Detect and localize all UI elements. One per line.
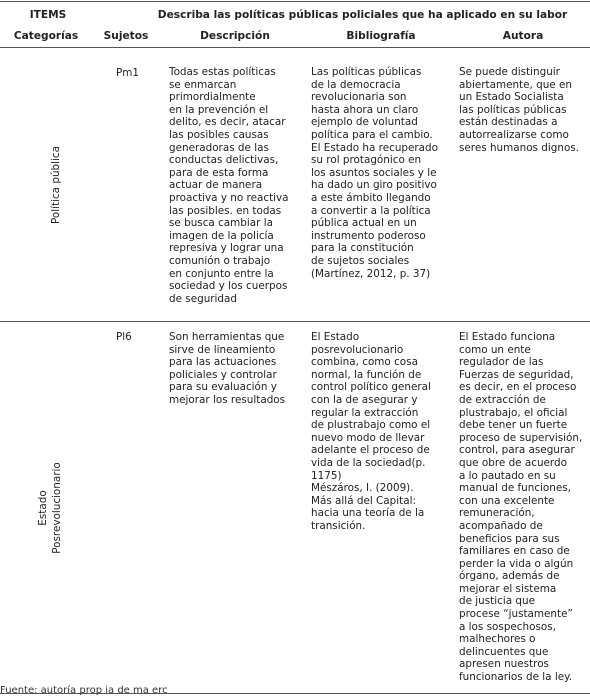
bibliografia-cell: Las políticas públicas de la democracia revolucionaria son hasta ahora un claro ejemplo de voluntad política para el cambio. El Estado ha recuperado su rol protagónico en los asuntos sociales y le ha dado un giro positivo a este ámbito llegando a convertir a la política pública actual en un instrumento poderoso para la constitución de sujetos sociales (Martínez, 2012, p. 37) bbox=[311, 66, 439, 280]
bibliografia-cell: El Estado posrevolucionario combina, como cosa normal, la función de control político general con la de asegurar y regular la extracción de plustrabajo como el nuevo modo de llevar adelante el proceso de vida de la sociedad(p. 1175) Mészáros, I. (2009). Más allá del Capital: hacia una teoría de la transición. bbox=[311, 331, 431, 532]
subject-code: Pl6 bbox=[116, 331, 132, 343]
autora-cell: El Estado funciona como un ente regulador de las Fuerzas de seguridad, es decir, en el proceso de extracción de plustrabajo, el oficial debe tener un fuerte proceso de supervisión, control, para asegurar que obre de acuerdo a lo pautado en su manual de funciones, con una excelente remuneración, acompañado de beneficios para sus familiares en caso de perder la vida o algún órgano, además de mejorar el sistema de justicia que procese “justamente” a los sospechosos, malhechores o delincuentes que apresen nuestros funcionarios de la ley. bbox=[459, 331, 583, 684]
source-note: Fuente: autoría prop ia de ma erc bbox=[0, 685, 168, 696]
descripcion-cell: Son herramientas que sirve de lineamiento para las actuaciones policiales y controlar para su evaluación y mejorar los resultados bbox=[169, 331, 286, 406]
header-sujetos: Sujetos bbox=[103, 30, 149, 42]
header-question: Describa las políticas públicas policiales que ha aplicado en su labor bbox=[157, 9, 568, 21]
descripcion-cell: Todas estas políticas se enmarcan primordialmente en la prevención el delito, es decir, atacar las posibles causas generadoras de las conductas delictivas, para de esta forma actuar de manera proactiva y no reactiva las posibles. en todas se busca cambiar la imagen de la policía represiva y lograr una comunión o trabajo en conjunto entre la sociedad y los cuerpos de seguridad bbox=[169, 66, 289, 305]
header-categorias: Categorías bbox=[13, 30, 79, 42]
category-label: Estado Posrevolucionario bbox=[37, 462, 63, 554]
header-descripcion: Descripción bbox=[200, 30, 270, 42]
category-label: Política pública bbox=[50, 146, 62, 225]
row-divider bbox=[0, 321, 590, 322]
subject-code: Pm1 bbox=[116, 67, 139, 79]
header-rule bbox=[0, 47, 590, 48]
autora-cell: Se puede distinguir abiertamente, que en un Estado Socialista las políticas públicas están destinadas a autorrealizarse como seres humanos dignos. bbox=[459, 66, 580, 154]
table-top-rule bbox=[0, 1, 590, 2]
header-autora: Autora bbox=[502, 30, 544, 42]
header-items: ITEMS bbox=[29, 9, 67, 21]
header-bibliografia: Bibliografía bbox=[346, 30, 416, 42]
